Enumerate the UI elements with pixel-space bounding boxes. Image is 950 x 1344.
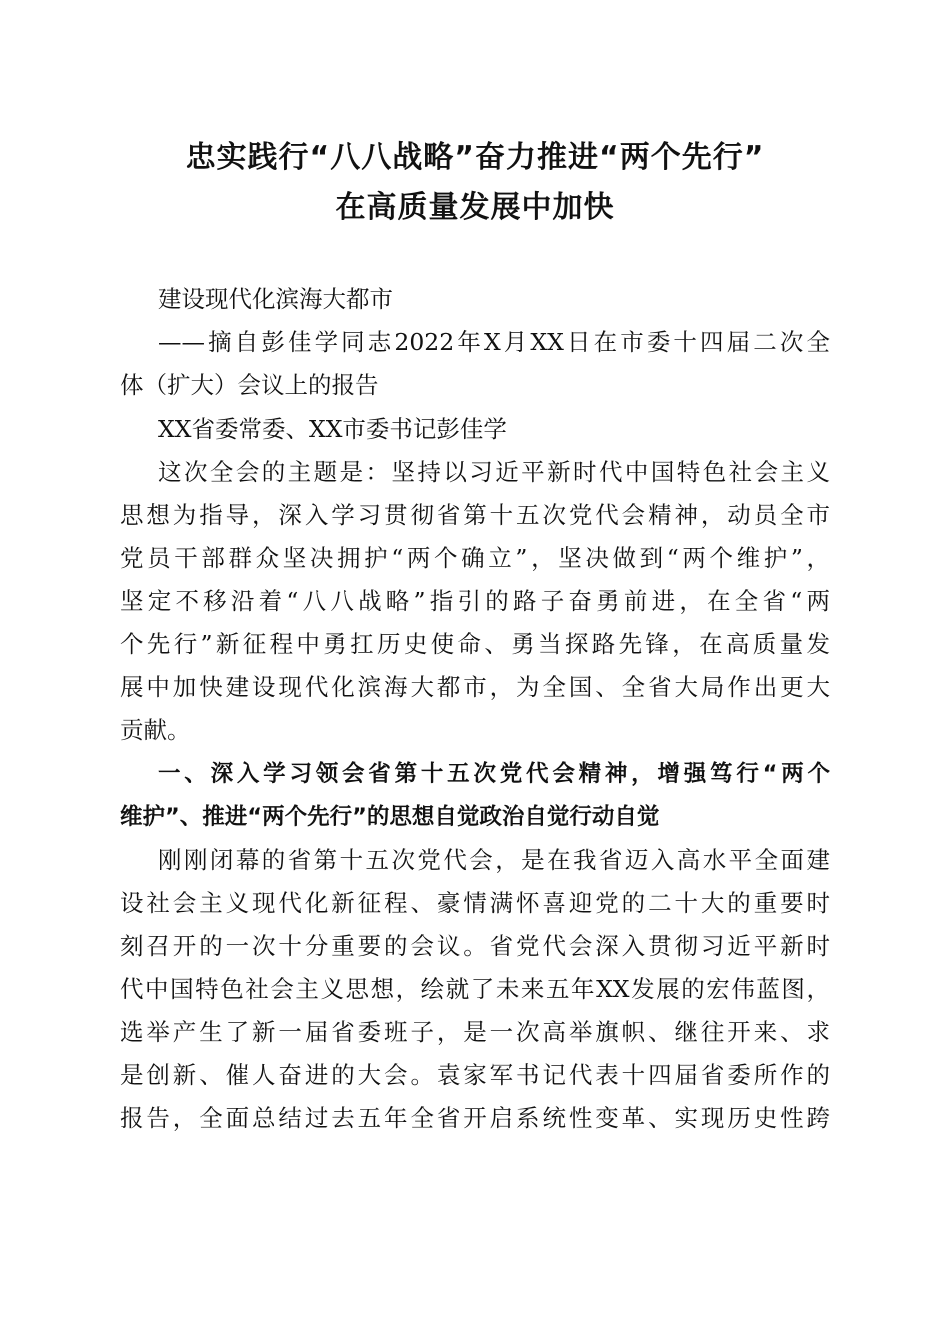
body-paragraph-line: 代中国特色社会主义思想，绘就了未来五年XX发展的宏伟蓝图， [120, 975, 830, 1003]
document-title-line-1: 忠实践行“八八战略”奋力推进“两个先行” [185, 140, 765, 175]
intro-paragraph-line: 坚定不移沿着“八八战略”指引的路子奋勇前进，在全省“两 [120, 587, 830, 615]
body-paragraph-line: 刚刚闭幕的省第十五次党代会，是在我省迈入高水平全面建 [158, 846, 830, 874]
section-heading-line-1: 一、深入学习领会省第十五次党代会精神，增强笃行“两个 [158, 761, 830, 787]
source-line-1: ——摘自彭佳学同志2022年X月XX日在市委十四届二次全 [158, 328, 830, 356]
body-paragraph-line: 刻召开的一次十分重要的会议。省党代会深入贯彻习近平新时 [120, 932, 830, 960]
intro-paragraph-line: 展中加快建设现代化滨海大都市，为全国、全省大局作出更大 [120, 673, 830, 701]
body-paragraph-line: 设社会主义现代化新征程、豪情满怀喜迎党的二十大的重要时 [120, 889, 830, 917]
subtitle: 建设现代化滨海大都市 [158, 285, 393, 313]
body-paragraph-line: 是创新、催人奋进的大会。袁家军书记代表十四届省委所作的 [120, 1061, 830, 1089]
body-paragraph-line: 报告，全面总结过去五年全省开启系统性变革、实现历史性跨 [120, 1104, 830, 1132]
body-paragraph-line: 选举产生了新一届省委班子，是一次高举旗帜、继往开来、求 [120, 1018, 830, 1046]
intro-paragraph-line: 思想为指导，深入学习贯彻省第十五次党代会精神，动员全市 [120, 501, 830, 529]
intro-paragraph-line: 这次全会的主题是：坚持以习近平新时代中国特色社会主义 [158, 458, 830, 486]
intro-paragraph-line: 个先行”新征程中勇扛历史使命、勇当探路先锋，在高质量发 [120, 630, 830, 658]
author-line: XX省委常委、XX市委书记彭佳学 [158, 415, 507, 443]
source-line-2: 体（扩大）会议上的报告 [120, 371, 379, 399]
document-title-line-2: 在高质量发展中加快 [335, 190, 615, 225]
section-heading-line-2: 维护”、推进“两个先行”的思想自觉政治自觉行动自觉 [120, 804, 660, 830]
intro-paragraph-line: 党员干部群众坚决拥护“两个确立”，坚决做到“两个维护”， [120, 544, 830, 572]
intro-paragraph-line: 贡献。 [120, 716, 191, 744]
